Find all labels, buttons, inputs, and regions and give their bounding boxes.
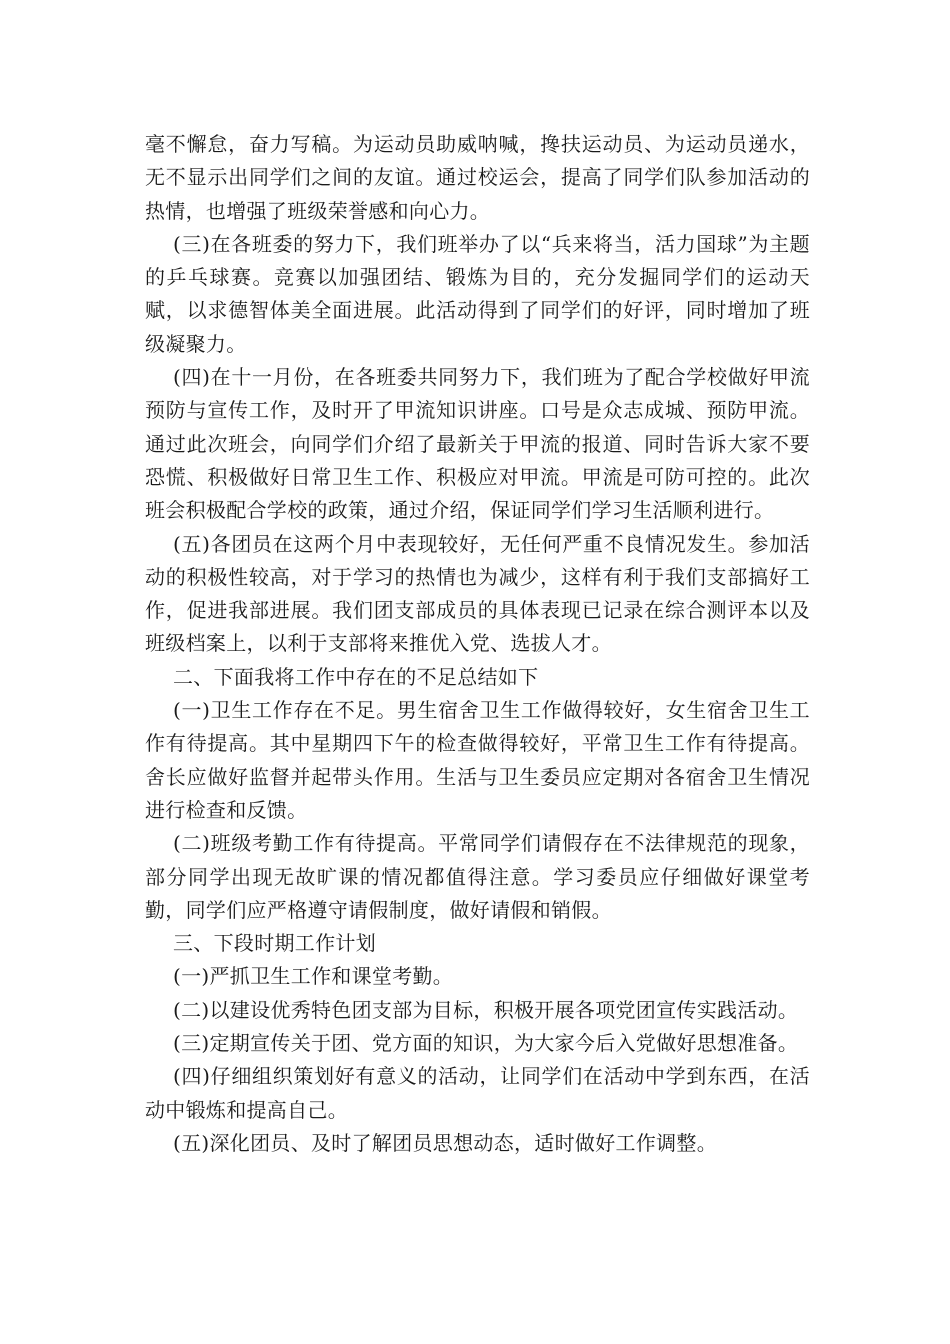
paragraph-table-tennis: (三)在各班委的努力下，我们班举办了以“兵来将当，活力国球”为主题的乒乓球赛。竞赛以加强团结、锻炼为目的，充分发掘同学们的运动天赋，以求德智体美全面进展。此活动得到了同学们的好评，同时增加了班级凝聚力。 (145, 231, 810, 356)
paragraph-sports-meet-continued: 毫不懈怠，奋力写稿。为运动员助威呐喊，搀扶运动员、为运动员递水，无不显示出同学们之间的友谊。通过校运会，提高了同学们队参加活动的热情，也增强了班级荣誉感和向心力。 (145, 132, 810, 223)
paragraph-member-performance: (五)各团员在这两个月中表现较好，无任何严重不良情况发生。参加活动的积极性较高，对于学习的热情也为减少，这样有利于我们支部搞好工作，促进我部进展。我们团支部成员的具体表现已记录在综合测评本以及班级档案上，以利于支部将来推优入党、选拔人才。 (145, 531, 810, 656)
plan-item-3: (三)定期宣传关于团、党方面的知识，为大家今后入党做好思想准备。 (173, 1031, 799, 1056)
plan-item-4: (四)仔细组织策划好有意义的活动，让同学们在活动中学到东西，在活动中锻炼和提高自己。 (145, 1064, 810, 1122)
paragraph-hygiene: (一)卫生工作存在不足。男生宿舍卫生工作做得较好，女生宿舍卫生工作有待提高。其中星期四下午的检查做得较好，平常卫生工作有待提高。舍长应做好监督并起带头作用。生活与卫生委员应定期对各宿舍卫生情况进行检查和反馈。 (145, 698, 810, 822)
document-body (145, 128, 810, 1160)
plan-item-5: (五)深化团员、及时了解团员思想动态，适时做好工作调整。 (173, 1130, 718, 1155)
section-heading-work-plan: 三、下段时期工作计划 (173, 931, 376, 956)
paragraph-attendance: (二)班级考勤工作有待提高。平常同学们请假存在不法律规范的现象，部分同学出现无故旷课的情况都值得注意。学习委员应仔细做好课堂考勤，同学们应严格遵守请假制度，做好请假和销假。 (145, 831, 810, 922)
plan-item-2: (二)以建设优秀特色团支部为目标，积极开展各项党团宣传实践活动。 (173, 997, 799, 1022)
paragraph-flu-lecture: (四)在十一月份，在各班委共同努力下，我们班为了配合学校做好甲流预防与宣传工作，及时开了甲流知识讲座。口号是众志成城、预防甲流。通过此次班会，向同学们介绍了最新关于甲流的报道、同时告诉大家不要恐慌、积极做好日常卫生工作、积极应对甲流。甲流是可防可控的。此次班会积极配合学校的政策，通过介绍，保证同学们学习生活顺利进行。 (145, 365, 810, 523)
section-heading-shortcomings: 二、下面我将工作中存在的不足总结如下 (173, 664, 539, 689)
plan-item-1: (一)严抓卫生工作和课堂考勤。 (173, 964, 454, 989)
